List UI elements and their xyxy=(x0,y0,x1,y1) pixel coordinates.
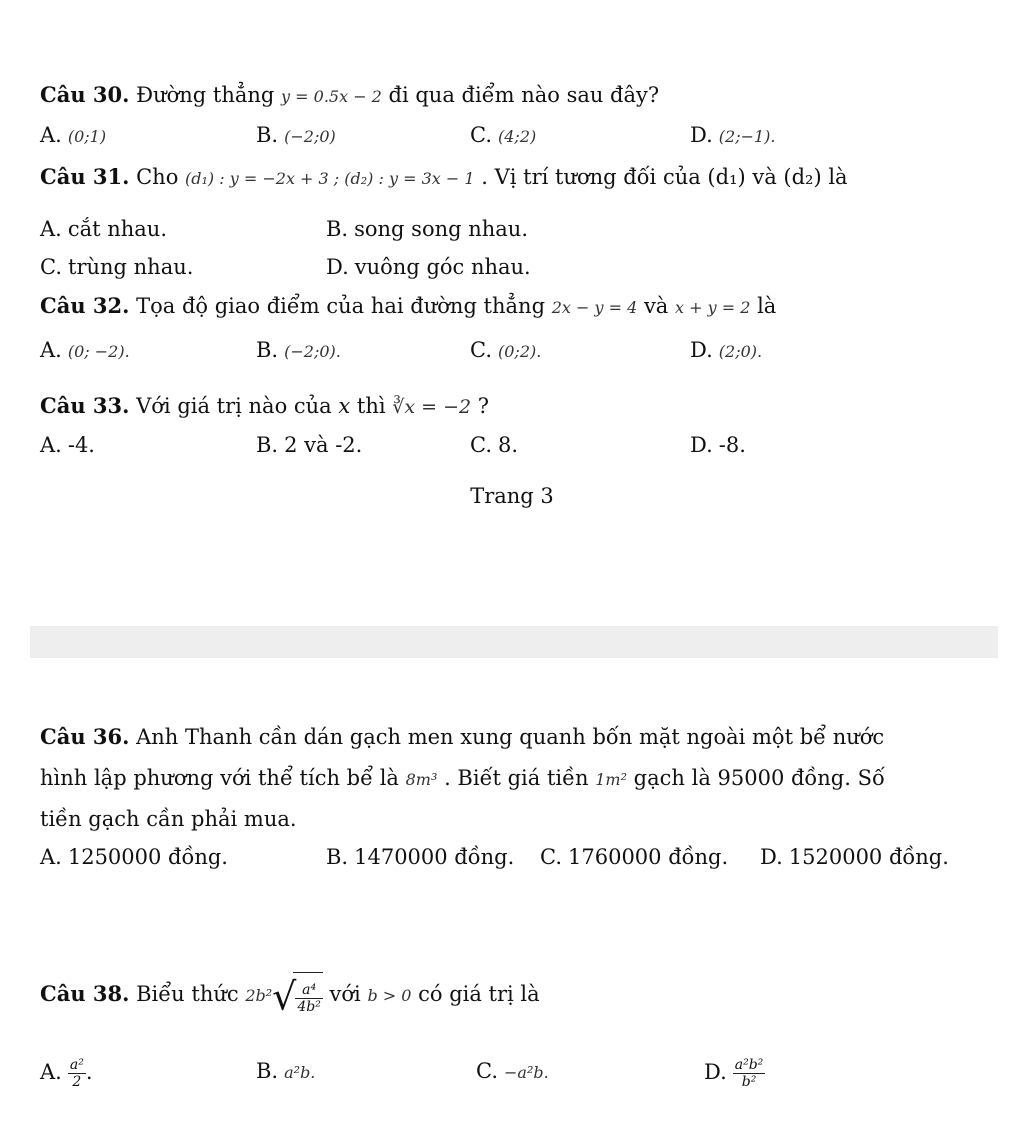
option-label: D. xyxy=(760,845,783,869)
q31-stem xyxy=(40,164,848,192)
q31-option-b[interactable] xyxy=(326,216,528,242)
option-label: B. xyxy=(256,433,279,457)
option-value: trùng nhau. xyxy=(68,255,194,279)
q38-frac-den: 4b² xyxy=(297,998,321,1015)
option-value: 1470000 đồng. xyxy=(354,845,515,869)
q38-option-b[interactable] xyxy=(256,1058,315,1086)
q36-option-c[interactable] xyxy=(540,844,728,870)
q36-option-b[interactable] xyxy=(326,844,514,870)
q30-option-b[interactable] xyxy=(256,122,336,150)
q33-var: x xyxy=(338,394,351,418)
q30-option-d[interactable] xyxy=(690,122,776,150)
option-value: vuông góc nhau. xyxy=(354,255,531,279)
option-label: A. xyxy=(40,1060,62,1084)
option-value: a²b. xyxy=(284,1063,316,1082)
q38-d-num: a²b² xyxy=(734,1057,764,1073)
q31-text-after: . Vị trí tương đối của (d₁) và (d₂) là xyxy=(474,165,848,189)
q32-expr2: x + y = 2 xyxy=(675,298,751,317)
q36-option-d[interactable] xyxy=(760,844,949,870)
q33-stem xyxy=(40,393,489,420)
option-label: D. xyxy=(704,1060,727,1084)
q38-sqrt xyxy=(272,971,323,1021)
q38-coef: 2b² xyxy=(245,986,273,1005)
option-label: A. xyxy=(40,338,62,362)
option-value: 8. xyxy=(498,433,519,457)
q36-text-2c: gạch là 95000 đồng. Số xyxy=(627,766,885,790)
option-label: A. xyxy=(40,433,62,457)
q38-stem xyxy=(40,970,540,1021)
q32-label: Câu 32. xyxy=(40,293,130,318)
q38-a-num: a² xyxy=(69,1057,84,1073)
option-label: B. xyxy=(256,123,279,147)
option-value: 1520000 đồng. xyxy=(788,845,949,869)
q38-a-den: 2 xyxy=(72,1074,82,1090)
q32-option-a[interactable] xyxy=(40,337,130,365)
q36-line1 xyxy=(40,724,884,750)
q32-option-b[interactable] xyxy=(256,337,341,365)
q31-label: Câu 31. xyxy=(40,164,130,189)
option-value: (2;0). xyxy=(718,342,763,361)
q38-option-a[interactable]: A. $\frac{\text{a²}}{2}$ . xyxy=(40,1057,93,1090)
option-label: D. xyxy=(326,255,349,279)
q33-text-after: ? xyxy=(471,394,490,418)
q33-option-d[interactable] xyxy=(690,432,746,458)
option-value: 2 và -2. xyxy=(284,433,363,457)
option-label: B. xyxy=(256,1059,279,1083)
q38-option-d[interactable] xyxy=(704,1052,765,1092)
q38-d-den: b² xyxy=(741,1074,757,1090)
q31-option-a[interactable] xyxy=(40,216,167,242)
q30-text-before: Đường thẳng xyxy=(129,83,282,107)
q33-option-a[interactable] xyxy=(40,432,95,458)
q31-option-c[interactable] xyxy=(40,254,193,280)
option-label: B. xyxy=(326,217,349,241)
q32-stem xyxy=(40,293,776,321)
option-label: B. xyxy=(326,845,349,869)
q38-label: Câu 38. xyxy=(40,981,130,1006)
q38-cond: b > 0 xyxy=(367,986,412,1005)
option-value: (0;1) xyxy=(67,127,107,146)
sqrt-icon: √ xyxy=(272,974,297,1018)
option-value: -8. xyxy=(718,433,746,457)
option-value: 1250000 đồng. xyxy=(67,845,228,869)
q32-text-after: là xyxy=(750,294,777,318)
q33-option-c[interactable] xyxy=(470,432,518,458)
option-label: C. xyxy=(540,845,562,869)
q31-text-before: Cho xyxy=(129,165,186,189)
option-value: song song nhau. xyxy=(354,217,529,241)
q32-expr1: 2x − y = 4 xyxy=(551,298,638,317)
q30-expr: y = 0.5x − 2 xyxy=(281,87,382,106)
q30-option-c[interactable] xyxy=(470,122,536,150)
q38-text-before: Biểu thức xyxy=(129,982,246,1006)
option-value: (2;−1). xyxy=(718,127,776,146)
q36-option-a[interactable] xyxy=(40,844,228,870)
q32-text-before: Tọa độ giao điểm của hai đường thẳng xyxy=(129,294,552,318)
option-label: C. xyxy=(476,1059,498,1083)
q30-text-after: đi qua điểm nào sau đây? xyxy=(381,83,660,107)
option-value: 1760000 đồng. xyxy=(568,845,729,869)
option-label: C. xyxy=(40,255,62,279)
q36-line3: tiền gạch cần phải mua. xyxy=(40,807,297,831)
q36-text-2b: . Biết giá tiền xyxy=(437,766,596,790)
q38-option-c[interactable] xyxy=(476,1058,549,1086)
q31-option-d[interactable] xyxy=(326,254,531,280)
option-label: D. xyxy=(690,123,713,147)
q36-text-1: Anh Thanh cần dán gạch men xung quanh bốn mặt ngoài một bể nước xyxy=(129,725,885,749)
option-label: B. xyxy=(256,338,279,362)
option-value: (−2;0) xyxy=(284,127,336,146)
option-value: -4. xyxy=(67,433,95,457)
option-value: cắt nhau. xyxy=(67,217,168,241)
q38-frac-num: a⁴ xyxy=(295,982,322,999)
option-label: D. xyxy=(690,338,713,362)
q38-text-after: có giá trị là xyxy=(411,982,540,1006)
option-label: C. xyxy=(470,433,492,457)
q36-text-2a: hình lập phương với thể tích bể là xyxy=(40,766,406,790)
option-value: (0;2). xyxy=(498,342,542,361)
option-value: (0; −2). xyxy=(67,342,130,361)
q33-expr: ∛x = −2 xyxy=(392,396,472,418)
q38-mid: với xyxy=(322,982,368,1006)
q30-stem xyxy=(40,82,659,110)
q30-label: Câu 30. xyxy=(40,82,130,107)
q31-expr: (d₁) : y = −2x + 3 ; (d₂) : y = 3x − 1 xyxy=(185,169,475,188)
q36-area: 1m² xyxy=(595,770,627,789)
q32-option-c[interactable] xyxy=(470,337,541,365)
page-separator xyxy=(30,626,998,658)
option-label: A. xyxy=(40,845,62,869)
option-value: −a²b. xyxy=(504,1063,549,1082)
q30-option-a[interactable] xyxy=(40,122,106,150)
q33-option-b[interactable] xyxy=(256,432,362,458)
q33-text-before: Với giá trị nào của xyxy=(129,394,339,418)
q33-mid: thì xyxy=(350,394,393,418)
option-value: (−2;0). xyxy=(284,342,341,361)
option-label: C. xyxy=(470,338,492,362)
option-label: A. xyxy=(40,123,62,147)
q32-mid: và xyxy=(637,294,675,318)
q33-label: Câu 33. xyxy=(40,393,130,418)
option-value: (4;2) xyxy=(498,127,537,146)
page-number: Trang 3 xyxy=(470,484,554,508)
option-label: D. xyxy=(690,433,713,457)
q36-volume: 8m³ xyxy=(405,770,438,789)
option-label: A. xyxy=(40,217,62,241)
option-label: C. xyxy=(470,123,492,147)
q32-option-d[interactable] xyxy=(690,337,762,365)
q36-line2 xyxy=(40,765,885,793)
q36-label: Câu 36. xyxy=(40,724,130,749)
